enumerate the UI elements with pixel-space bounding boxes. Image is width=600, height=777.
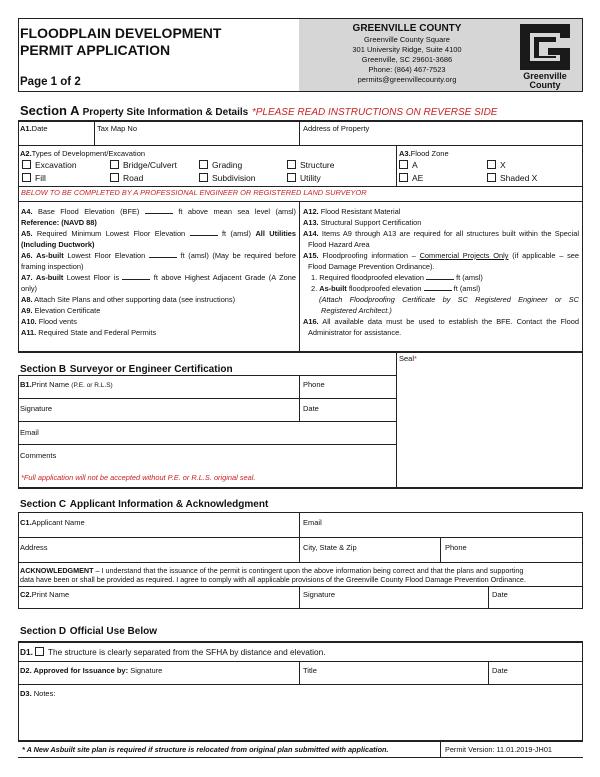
b-email-label: Email [20, 428, 39, 437]
section-b-subtitle: Surveyor or Engineer Certification [69, 364, 233, 375]
form-title [20, 25, 221, 59]
section-a-subtitle: Property Site Information & Details [82, 107, 249, 118]
tax-map-label: Tax Map No [97, 124, 138, 133]
option-utility[interactable]: Utility [287, 173, 321, 183]
c1-applicant-name-label: C1.Applicant Name [20, 518, 85, 527]
divider [440, 537, 441, 562]
divider [299, 661, 300, 684]
b1-print-name-label: B1.Print Name (P.E. or R.L.S) [20, 380, 113, 389]
divider [582, 641, 583, 741]
a5-line: A5. Required Minimum Lowest Floor Elevation ft (amsl) All Utilities [21, 229, 296, 238]
divider [396, 145, 397, 186]
a7-blank[interactable] [122, 274, 150, 280]
option-grading[interactable]: Grading [199, 160, 242, 170]
a1-date-label: A1.Date [20, 124, 48, 133]
divider [18, 661, 583, 662]
a6-line: A6. As-built Lowest Floor Elevation ft (amsl) (May be required before [21, 251, 296, 260]
divider [488, 661, 489, 684]
divider [299, 201, 300, 352]
option-subdivision[interactable]: Subdivision [199, 173, 255, 183]
a15-item-2: 2. As-built floodproofed elevation ft (amsl) [311, 284, 481, 293]
a7-line: A7. As-built Lowest Floor is ft above Highest Adjacent Grade (A Zone [21, 273, 296, 282]
checkbox[interactable] [399, 160, 408, 169]
b-phone-label: Phone [303, 380, 325, 389]
d2-approved-label: D2. Approved for Issuance by: Signature [20, 666, 163, 675]
a2-label: A2.Types of Development/Excavation [20, 149, 146, 158]
a12-line: A12. Flood Resistant Material [303, 207, 401, 216]
a4-a11-column: A4. Base Flood Elevation (BFE) ft above mean sea level (amsl) Reference: (NAVD 88) A5. Required Minimum Lowest Floor Elevation ft (amsl) All Utilities (Including Ductwork) A6. As-built Lowest Floor Elevation ft (amsl) (May be required before framing inspection) A7. As-built Lowest Floor is ft above Highest Adjacent Grade (A Zone only) A8. Attach Site Plans and other supporting data (see instructions) A9. Elevation Certificate A10. Flood vents A11. Required State and Federal Permits [21, 207, 296, 337]
divider [18, 641, 583, 643]
engineer-note: BELOW TO BE COMPLETED BY A PROFESSIONAL ENGINEER OR REGISTERED LAND SURVEYOR [21, 188, 367, 197]
divider [18, 740, 583, 742]
a15-item1-blank[interactable] [426, 274, 454, 280]
option-road[interactable]: Road [110, 173, 143, 183]
checkbox[interactable] [399, 173, 408, 182]
a4-line: A4. Base Flood Elevation (BFE) ft above mean sea level (amsl) [21, 207, 296, 216]
checkbox[interactable] [199, 160, 208, 169]
section-d-title: Section D [20, 626, 67, 637]
a10-line: A10. Flood vents [21, 317, 77, 326]
divider [18, 562, 583, 563]
section-b-title: Section B [20, 364, 67, 375]
checkbox[interactable] [487, 173, 496, 182]
divider [18, 487, 583, 489]
a9-line: A9. Elevation Certificate [21, 306, 101, 315]
zone-x[interactable]: X [487, 160, 506, 170]
c-email-label: Email [303, 518, 322, 527]
title-line-2: PERMIT APPLICATION [20, 42, 171, 58]
zone-a[interactable]: A [399, 160, 418, 170]
divider [582, 120, 583, 352]
footer-note: * A New Asbuilt site plan is required if structure is relocated from original plan submitted with application. [22, 745, 389, 754]
divider [299, 586, 300, 609]
email-line[interactable]: permits@greenvillecounty.org [357, 75, 457, 84]
section-a-heading [20, 103, 497, 119]
checkbox[interactable] [487, 160, 496, 169]
d3-notes-label: D3. Notes: [20, 689, 56, 698]
address-line-1: Greenville County Square [364, 35, 450, 44]
c-phone-label: Phone [445, 543, 467, 552]
logo-text-1: Greenville [523, 71, 567, 81]
option-bridge-culvert[interactable]: Bridge/Culvert [110, 160, 177, 170]
divider [18, 201, 583, 202]
divider [18, 398, 397, 399]
a5-blank[interactable] [190, 230, 218, 236]
d1-checkbox[interactable] [35, 647, 44, 656]
permit-version: Permit Version: 11.01.2019-JH01 [445, 745, 552, 754]
section-c-subtitle: Applicant Information & Acknowledgment [69, 499, 269, 510]
divider [94, 121, 95, 145]
a3-label: A3.Flood Zone [399, 149, 449, 158]
divider [582, 351, 583, 488]
b-signature-label: Signature [20, 404, 53, 413]
checkbox[interactable] [199, 173, 208, 182]
divider [18, 641, 19, 741]
a16-line: A16. All available data must be used to establish the BFE. Contact the Flood [303, 317, 579, 326]
divider [18, 375, 397, 376]
c-city-label: City, State & Zip [303, 543, 357, 552]
divider [396, 351, 397, 488]
county-name: GREENVILLE COUNTY [352, 23, 462, 34]
section-c-title: Section C [20, 499, 67, 510]
section-d-subtitle: Official Use Below [69, 626, 157, 637]
property-address-label: Address of Property [303, 124, 370, 133]
divider [18, 186, 583, 187]
a15-item2-blank[interactable] [424, 285, 452, 291]
divider [488, 586, 489, 609]
a15-item-1: 1. Required floodproofed elevation ft (amsl) [311, 273, 483, 282]
checkbox[interactable] [287, 160, 296, 169]
section-a-title: Section A [20, 103, 79, 118]
divider [18, 444, 397, 445]
zone-ae[interactable]: AE [399, 173, 423, 183]
page-label: Page 1 of 2 [20, 76, 81, 88]
a4-blank[interactable] [145, 208, 173, 214]
zone-shaded-x[interactable]: Shaded X [487, 173, 537, 183]
c-address-label: Address [20, 543, 48, 552]
c-date-label: Date [492, 590, 508, 599]
d1-line: D1. The structure is clearly separated from the SFHA by distance and elevation. [20, 647, 326, 657]
title-line-1: FLOODPLAIN DEVELOPMENT [20, 25, 222, 41]
logo-text-2: County [529, 80, 561, 90]
checkbox[interactable] [110, 160, 119, 169]
c2-print-name-label: C2.Print Name [20, 590, 70, 599]
checkbox[interactable] [22, 173, 31, 182]
divider [18, 421, 397, 422]
divider [18, 537, 583, 538]
a4-reference: Reference: (NAVD 88) [21, 218, 97, 227]
checkbox[interactable] [110, 173, 119, 182]
divider [18, 351, 583, 353]
b-comments-label: Comments [20, 451, 57, 460]
b-seal-note: *Full application will not be accepted without P.E. or R.L.S. original seal. [21, 473, 256, 482]
seal-label: Seal* [399, 354, 417, 363]
option-excavation[interactable]: Excavation [22, 160, 77, 170]
greenville-g-logo-icon [510, 22, 580, 72]
d-date-label: Date [492, 666, 508, 675]
a14-line: A14. Items A9 through A13 are required for all structures built within the Special [303, 229, 579, 238]
a11-line: A11. Required State and Federal Permits [21, 328, 157, 337]
c-signature-label: Signature [303, 590, 336, 599]
divider [18, 586, 583, 587]
section-b-heading [20, 360, 233, 376]
address-line-3: Greenville, SC 29601-3686 [361, 55, 453, 64]
option-structure[interactable]: Structure [287, 160, 335, 170]
section-d-heading [20, 622, 157, 638]
divider [18, 120, 19, 352]
b-date-label: Date [303, 404, 319, 413]
a13-line: A13. Structural Support Certification [303, 218, 422, 227]
a8-line: A8. Attach Site Plans and other supporting data (see instructions) [21, 295, 236, 304]
a6-blank[interactable] [149, 252, 177, 258]
phone-line: Phone: (864) 467-7523 [368, 65, 446, 74]
acknowledgment-text: ACKNOWLEDGMENT – I understand that the issuance of the permit is contingent upon the above information being correct and that the plans and supporting data have been or shall be provided as required. I agree to comply with all applicable provisions of the Greenville County Flood Damage Prevention Ordinance. [20, 566, 526, 584]
section-a-note: *PLEASE READ INSTRUCTIONS ON REVERSE SIDE [251, 107, 498, 118]
a12-a16-column: A12. Flood Resistant Material A13. Structural Support Certification A14. Items A9 through A13 are required for all structures built within the Special Flood Hazard Area A15. Floodproofing information – Commercial Projects Only (if applicable – see Flood Damage Prevention Ordinance). 1. Required floodproofed elevation ft (amsl) 2. As-built floodproofed elevation ft (amsl) (Attach Floodproofing Certificate by SC Registered Engineer or SC Registered Architect.) A16. All available data must be used to establish the BFE. Contact the Flood Administrator for assistance. [303, 207, 579, 337]
divider [18, 757, 583, 758]
divider [299, 121, 300, 145]
divider [18, 684, 583, 685]
section-c-heading [20, 495, 268, 511]
address-line-2: 301 University Ridge, Suite 4100 [352, 45, 462, 54]
county-address-block [306, 24, 508, 85]
county-logo [510, 22, 580, 90]
a15-line: A15. Floodproofing information – Commercial Projects Only (if applicable – see [303, 251, 579, 260]
checkbox[interactable] [22, 160, 31, 169]
checkbox[interactable] [287, 173, 296, 182]
divider [18, 375, 19, 488]
divider [18, 120, 583, 122]
divider [440, 741, 441, 757]
divider [18, 145, 583, 146]
d-title-label: Title [303, 666, 317, 675]
option-fill[interactable]: Fill [22, 173, 46, 183]
